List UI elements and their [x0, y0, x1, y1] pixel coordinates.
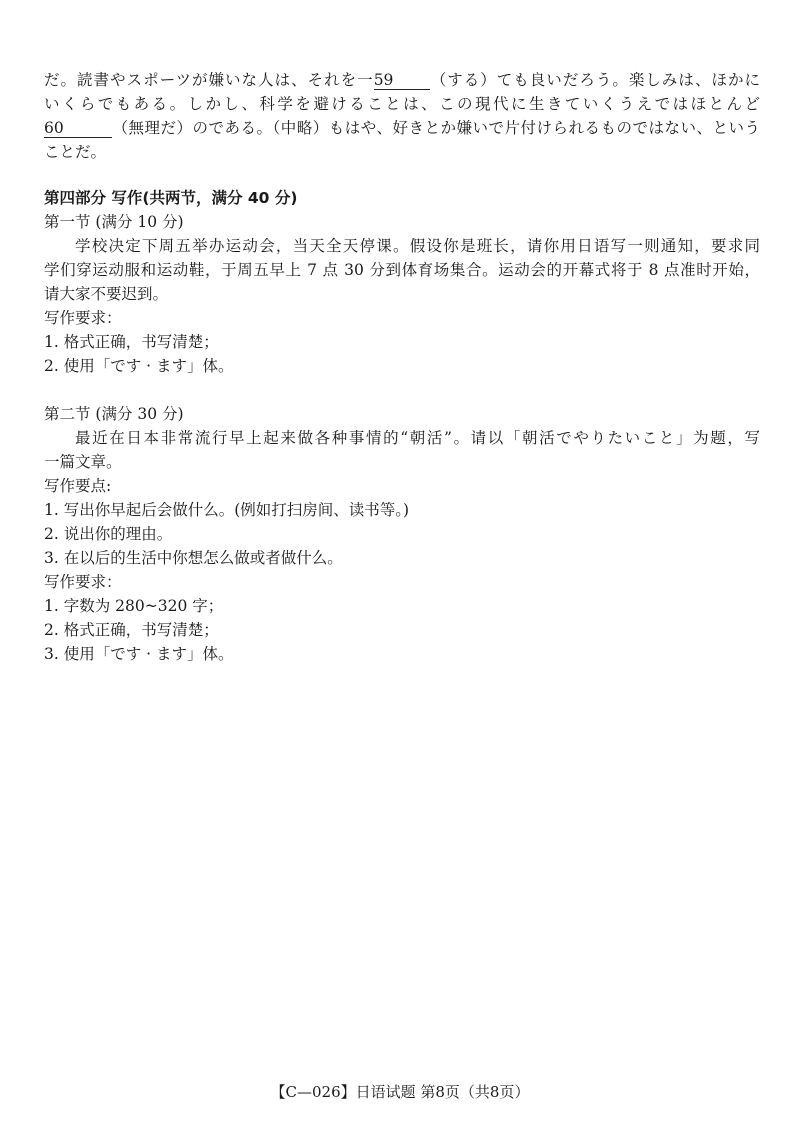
answer-blank-60: 60 — [44, 119, 112, 138]
section1-prompt-line-3: 请大家不要迟到。 — [44, 285, 169, 303]
exam-page — [44, 68, 760, 666]
section1-prompt-line-1: 学校决定下周五举办运动会，当天全天停课。假设你是班长，请你用日语写一则通知，要求同 — [75, 237, 760, 255]
section2-heading: 第二节 (满分 30 分) — [44, 405, 184, 423]
section2-point: 2. 说出你的理由。 — [44, 525, 173, 543]
section1-prompt-line-2: 学们穿运动服和运动鞋，于周五早上 7 点 30 分到体育场集合。运动会的开幕式将于 8 点准时开始， — [44, 261, 760, 279]
passage-line-1 — [44, 68, 760, 92]
section1-heading: 第一节 (满分 10 分) — [44, 213, 184, 231]
passage-line-4: ことだ。 — [44, 143, 107, 161]
section2-prompt-line-1: 最近在日本非常流行早上起来做各种事情的“朝活”。请以「朝活でやりたいこと」为题，写 — [75, 429, 760, 447]
passage-text: （する）ても良いだろう。楽しみは、ほかに — [429, 71, 760, 89]
spacer — [44, 378, 760, 402]
section1-requirement: 2. 使用「です · ます」体。 — [44, 357, 234, 375]
part4-title: 第四部分 写作(共两节，满分 40 分) — [44, 189, 298, 207]
passage-line-2: いくらでもある。しかし、科学を避けることは、この現代に生きていくうえではほとんど — [44, 95, 760, 113]
section2-requirement: 1. 字数为 280~320 字； — [44, 597, 224, 615]
passage-line-3 — [44, 116, 760, 140]
section2-prompt-line-2: 一篇文章。 — [44, 453, 122, 471]
section2-point: 3. 在以后的生活中你想怎么做或者做什么。 — [44, 549, 343, 567]
section2-requirements-title: 写作要求： — [44, 573, 122, 591]
passage-text: だ。読書やスポーツが嫌いな人は、それを一 — [44, 71, 374, 89]
section2-requirement: 2. 格式正确，书写清楚； — [44, 621, 219, 639]
page-footer: 【C—026】日语试题 第8页（共8页） — [270, 1083, 530, 1101]
section1-requirements-title: 写作要求： — [44, 309, 122, 327]
answer-blank-59: 59 — [374, 71, 430, 90]
passage-text: （無理だ）のである。（中略）もはや、好きとか嫌いで片付けられるものではない、という — [112, 119, 760, 137]
section2-points-title: 写作要点: — [44, 477, 112, 495]
section2-point: 1. 写出你早起后会做什么。(例如打扫房间、读书等。) — [44, 501, 410, 519]
section1-requirement: 1. 格式正确，书写清楚； — [44, 333, 219, 351]
section2-requirement: 3. 使用「です · ます」体。 — [44, 645, 234, 663]
